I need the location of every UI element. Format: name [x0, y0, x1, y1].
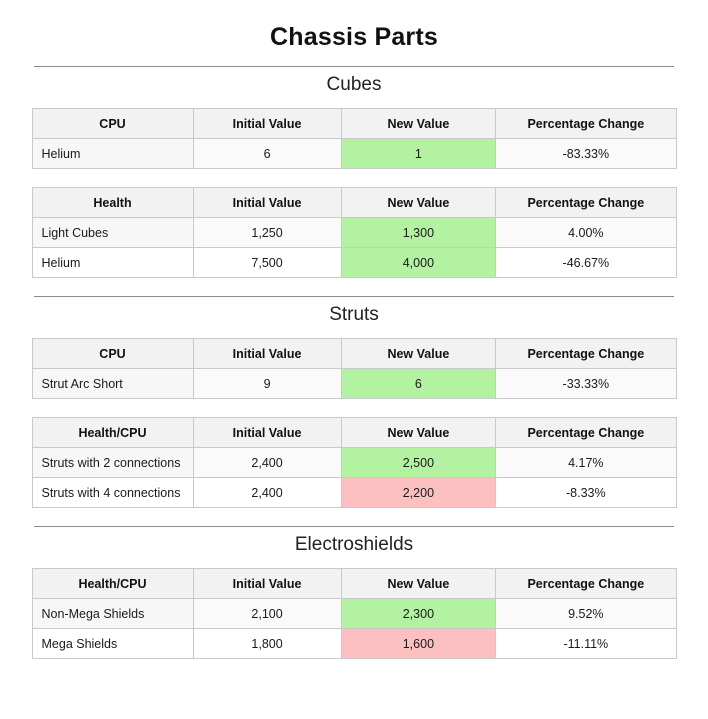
section-title: Cubes	[326, 74, 382, 95]
data-table	[32, 338, 677, 399]
table-row	[32, 369, 676, 399]
column-header-3: Percentage Change	[496, 109, 676, 139]
column-header-2: New Value	[341, 418, 496, 448]
table-header-row	[32, 109, 676, 139]
cell-percentage-change: -11.11%	[496, 629, 676, 659]
column-header-1: Initial Value	[193, 188, 341, 218]
table-header-row	[32, 569, 676, 599]
cell-initial-value: 1,250	[193, 218, 341, 248]
row-label: Light Cubes	[32, 218, 193, 248]
page-title: Chassis Parts	[270, 23, 438, 51]
data-table	[32, 417, 677, 508]
row-label: Struts with 4 connections	[32, 478, 193, 508]
column-header-label: CPU	[32, 339, 193, 369]
column-header-2: New Value	[341, 109, 496, 139]
section-divider	[34, 526, 674, 527]
cell-percentage-change: -8.33%	[496, 478, 676, 508]
cell-new-value: 1,600	[341, 629, 496, 659]
section-title: Electroshields	[294, 534, 414, 555]
column-header-3: Percentage Change	[496, 339, 676, 369]
cell-initial-value: 6	[193, 139, 341, 169]
column-header-3: Percentage Change	[496, 569, 676, 599]
column-header-label: Health/CPU	[32, 418, 193, 448]
data-table	[32, 568, 677, 659]
cell-percentage-change: 9.52%	[496, 599, 676, 629]
cell-initial-value: 7,500	[193, 248, 341, 278]
cell-new-value: 2,500	[341, 448, 496, 478]
section	[30, 66, 678, 278]
cell-new-value: 1	[341, 139, 496, 169]
cell-new-value: 1,300	[341, 218, 496, 248]
column-header-3: Percentage Change	[496, 418, 676, 448]
column-header-3: Percentage Change	[496, 188, 676, 218]
cell-new-value: 2,200	[341, 478, 496, 508]
section	[30, 296, 678, 508]
column-header-1: Initial Value	[193, 109, 341, 139]
column-header-2: New Value	[341, 188, 496, 218]
table-header-row	[32, 188, 676, 218]
column-header-1: Initial Value	[193, 418, 341, 448]
table-row	[32, 629, 676, 659]
row-label: Helium	[32, 139, 193, 169]
cell-new-value: 4,000	[341, 248, 496, 278]
section-divider	[34, 66, 674, 67]
table-row	[32, 248, 676, 278]
cell-percentage-change: 4.17%	[496, 448, 676, 478]
column-header-1: Initial Value	[193, 339, 341, 369]
cell-initial-value: 9	[193, 369, 341, 399]
table-row	[32, 448, 676, 478]
column-header-label: Health/CPU	[32, 569, 193, 599]
table-row	[32, 599, 676, 629]
section-divider	[34, 296, 674, 297]
cell-percentage-change: -33.33%	[496, 369, 676, 399]
cell-percentage-change: 4.00%	[496, 218, 676, 248]
column-header-2: New Value	[341, 339, 496, 369]
table-row	[32, 478, 676, 508]
column-header-2: New Value	[341, 569, 496, 599]
table-row	[32, 139, 676, 169]
cell-new-value: 6	[341, 369, 496, 399]
row-label: Struts with 2 connections	[32, 448, 193, 478]
table-header-row	[32, 339, 676, 369]
data-table	[32, 187, 677, 278]
sections-container	[30, 66, 678, 659]
cell-initial-value: 2,400	[193, 448, 341, 478]
table-header-row	[32, 418, 676, 448]
table-row	[32, 218, 676, 248]
row-label: Strut Arc Short	[32, 369, 193, 399]
row-label: Non-Mega Shields	[32, 599, 193, 629]
cell-initial-value: 2,400	[193, 478, 341, 508]
section	[30, 526, 678, 659]
cell-percentage-change: -83.33%	[496, 139, 676, 169]
cell-initial-value: 2,100	[193, 599, 341, 629]
column-header-label: CPU	[32, 109, 193, 139]
column-header-label: Health	[32, 188, 193, 218]
data-table	[32, 108, 677, 169]
row-label: Helium	[32, 248, 193, 278]
row-label: Mega Shields	[32, 629, 193, 659]
cell-percentage-change: -46.67%	[496, 248, 676, 278]
section-title: Struts	[329, 304, 379, 325]
cell-new-value: 2,300	[341, 599, 496, 629]
cell-initial-value: 1,800	[193, 629, 341, 659]
column-header-1: Initial Value	[193, 569, 341, 599]
